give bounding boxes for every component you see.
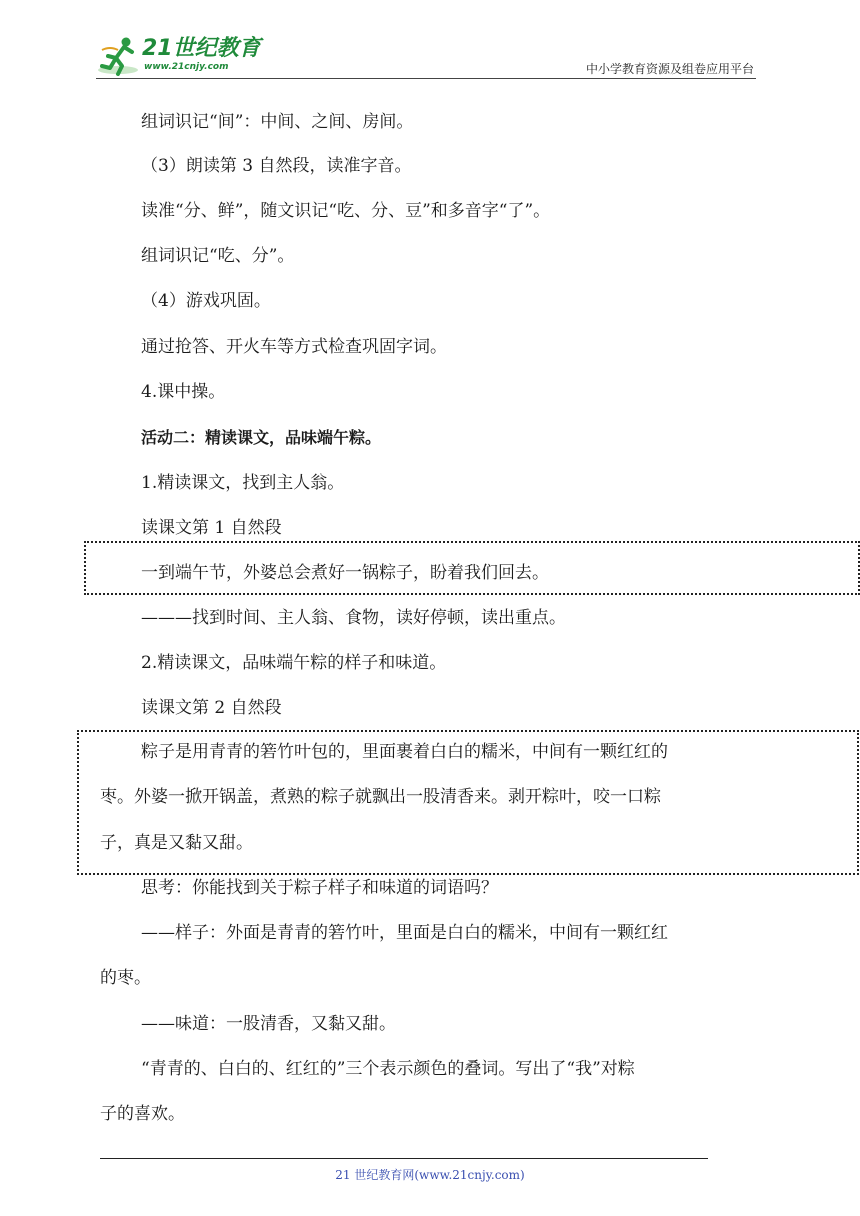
body-line: 思考：你能找到关于粽子样子和味道的词语吗？ xyxy=(141,878,498,898)
header-divider xyxy=(96,78,756,79)
platform-name: 中小学教育资源及组卷应用平台 xyxy=(585,62,754,76)
body-line: 通过抢答、开火车等方式检查巩固字词。 xyxy=(141,337,447,357)
body-line: “青青的、白白的、红红的”三个表示颜色的叠词。写出了“我”对粽 xyxy=(141,1059,635,1079)
body-line: ——样子：外面是青青的箬竹叶，里面是白白的糯米，中间有一颗红红 xyxy=(141,923,668,943)
footer-text: 21 世纪教育网(www.21cnjy.com) xyxy=(335,1168,525,1182)
body-line: 组词识记“间”：中间、之间、房间。 xyxy=(141,112,414,132)
body-line: 1.精读课文，找到主人翁。 xyxy=(141,473,345,493)
body-line: ———找到时间、主人翁、食物，读好停顿，读出重点。 xyxy=(141,608,566,628)
quote-line: 一到端午节，外婆总会煮好一锅粽子，盼着我们回去。 xyxy=(141,563,549,583)
quote-line: 子，真是又黏又甜。 xyxy=(100,833,253,853)
logo xyxy=(96,36,266,76)
logo-url: www.21cnjy.com xyxy=(144,62,229,72)
body-line: 的枣。 xyxy=(100,968,151,988)
body-line: 读课文第 1 自然段 xyxy=(141,518,282,538)
body-line: ——味道：一股清香，又黏又甜。 xyxy=(141,1014,396,1034)
body-line: 4.课中操。 xyxy=(141,382,226,402)
page-header xyxy=(96,28,756,80)
runner-logo-icon xyxy=(96,36,142,76)
quote-line: 枣。外婆一掀开锅盖，煮熟的粽子就飘出一股清香来。剥开粽叶，咬一口粽 xyxy=(100,787,661,807)
quote-line: 粽子是用青青的箬竹叶包的，里面裹着白白的糯米，中间有一颗红红的 xyxy=(141,742,668,762)
body-line: 子的喜欢。 xyxy=(100,1104,185,1124)
body-line: 读准“分、鲜”，随文识记“吃、分、豆”和多音字“了”。 xyxy=(141,201,551,221)
body-line: 组词识记“吃、分”。 xyxy=(141,246,295,266)
activity-heading: 活动二：精读课文，品味端午粽。 xyxy=(141,428,382,447)
logo-title: 21世纪教育 xyxy=(142,36,261,61)
body-line: （4）游戏巩固。 xyxy=(141,291,271,311)
body-line: （3）朗读第 3 自然段，读准字音。 xyxy=(141,156,412,176)
body-line: 2.精读课文，品味端午粽的样子和味道。 xyxy=(141,653,447,673)
body-line: 读课文第 2 自然段 xyxy=(141,698,282,718)
footer-divider xyxy=(100,1158,708,1159)
